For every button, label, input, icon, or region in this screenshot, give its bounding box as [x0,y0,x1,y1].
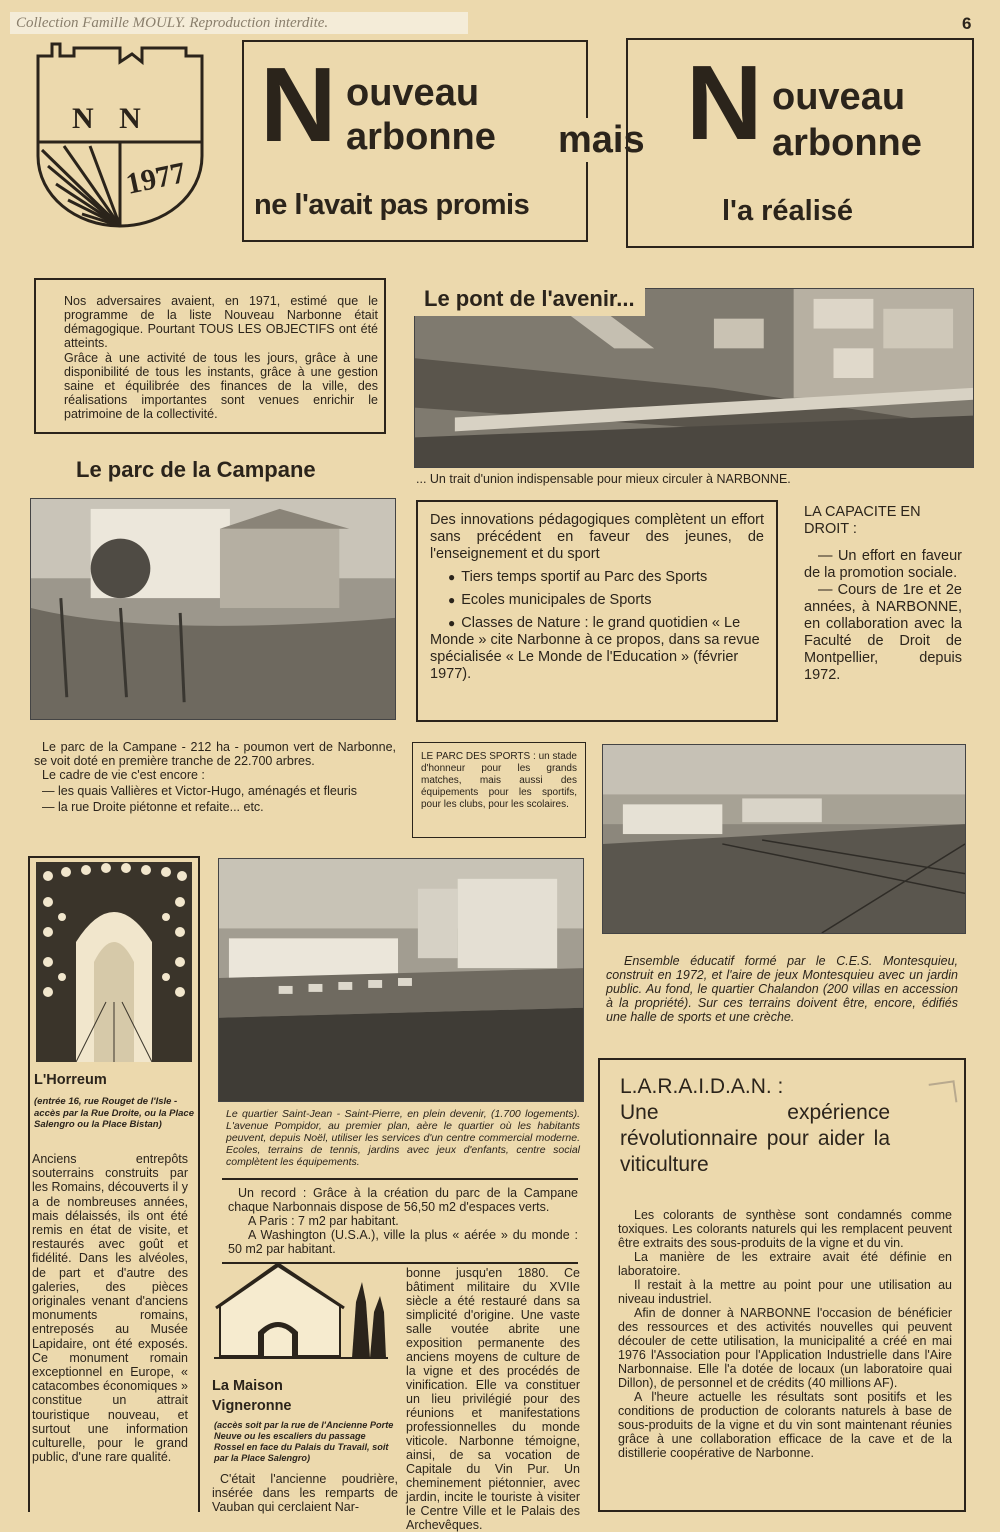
parc-sports-text: LE PARC DES SPORTS : un stade d'honneur pour les grands matches, mais aussi des équipements pour les sportifs, pour les clubs, pour les scolaires. [421,751,577,810]
capacite-paragraph-2: — Cours de 1re et 2e années, à NARBONNE, en collaboration avec la Faculté de Droit de Montpellier, depuis 1972. [804,582,962,683]
masthead-right-word2: arbonne [772,122,922,164]
laraidan-paragraph-5: A l'heure actuelle les résultats sont positifs et les conditions de production de colorants naturels à base de sous-produits de la vigne et du vin sont maintenant réunies grâce à une collaboration efficace de la cave et de la distillerie coopérative de Narbonne. [618,1390,952,1460]
campane-paragraph-2: Le cadre de vie c'est encore : [42,768,205,782]
pont-caption: ... Un trait d'union indispensable pour mieux circuler à NARBONNE. [416,472,791,486]
capacite-paragraph-1: — Un effort en faveur de la promotion sociale. [804,548,962,581]
masthead-left-word2: arbonne [346,116,496,158]
masthead-left-big-n: N [260,46,337,164]
maison-vigneronne-building-icon [214,1262,388,1364]
capacite-title: LA CAPACITE EN DROIT : [804,504,921,537]
innovations-list [430,569,764,683]
horreum-illustration [36,862,192,1062]
saint-jean-photo [218,858,584,1102]
saint-jean-caption: Le quartier Saint-Jean - Saint-Pierre, en plein devenir, (1.700 logements). L'avenue Pompidor, au premier plan, aère le quartier où les habitants peuvent, depuis Noël, utiliser les services d'un centre commercial moderne. Ecoles, terrains de tennis, jardins avec jeux d'enfants, centre social complètent les équipements. [226,1108,580,1168]
horreum-title: L'Horreum [34,1072,107,1088]
masthead-right-word1: ouveau [772,76,906,118]
masthead-right-big-n: N [686,44,763,162]
ces-caption: Ensemble éducatif formé par le C.E.S. Montesquieu, construit en 1972, et l'aire de jeux Montesquieu avec un jardin public. Au fond, le quartier Chalandon (200 villas en accession à la propriété). Sur ces terrains doivent être, encore, édifiés une halle de sports et une crèche. [606,954,958,1024]
record-paragraph-3: A Washington (U.S.A.), ville la plus « aérée » du monde : 50 m2 par habitant. [228,1228,578,1256]
laraidan-paragraph-2: La manière de les extraire avait été définie en laboratoire. [618,1250,952,1278]
page-number: 6 [962,14,972,33]
laraidan-paragraph-1: Les colorants de synthèse sont condamnés comme toxiques. Les colorants naturels qui les remplacent peuvent être extraits des sous-produits de la vigne et du vin. [618,1208,952,1250]
intro-paragraph-2: Grâce à une activité de tous les jours, grâce à une disponibilité de tous les instants, grâce à une gestion saine et équilibrée des finances de la ville, des réalisations importantes sont venues enrichir le patrimoine de la collectivité. [64,351,378,421]
laraidan-paragraph-4: Afin de donner à NARBONNE l'occasion de bénéficier des ressources et des activités nouvelles qui peuvent découler de cette utilisation, la municipalité a créé en mai 1976 l'Association pour l'Application Industrielle dans l'Aire Narbonnaise. Elle l'a dotée de locaux (un laboratoire quai Dillon), de personnel et de crédits (40 millions AF). [618,1306,952,1390]
logo-letters: N N [72,102,141,135]
campane-photo [30,498,396,720]
intro-paragraph-1: Nos adversaires avaient, en 1971, estimé que le programme de la liste Nouveau Narbonne était démagogique. Pourtant TOUS LES OBJECTIFS ont été atteints. [64,294,378,350]
maison-address: (accès soit par la rue de l'Ancienne Porte Neuve ou les escaliers du passage Rossel en face du Palais du Travail, soit par la Place Salengro) [214,1420,394,1463]
vaulted-gallery-icon [36,862,192,1062]
campane-text [34,740,396,814]
intro-box [34,278,386,434]
masthead-right-subtitle: l'a réalisé [722,195,854,227]
capacite-column [804,504,962,684]
masthead-right-box [626,38,974,248]
masthead-left-box [242,40,588,242]
maison-illustration [214,1262,388,1364]
stamp-icon [929,1080,958,1105]
innovations-item: ● Ecoles municipales de Sports [430,592,764,609]
logo [34,38,206,230]
laraidan-box [598,1058,966,1512]
pont-title: Le pont de l'avenir... [414,282,645,316]
innovations-item: ● Classes de Nature : le grand quotidien « Le Monde » cite Narbonne à ce propos, dans sa revue spécialisée « Le Monde de l'Education » (février 1977). [430,615,764,683]
innovations-item: ● Tiers temps sportif au Parc des Sports [430,569,764,586]
record-paragraph-2: A Paris : 7 m2 par habitant. [248,1214,399,1228]
maison-body-left: C'était l'ancienne poudrière, insérée dans les remparts de Vauban qui cerclaient Nar- [212,1472,398,1514]
masthead-left-word1: ouveau [346,72,480,114]
laraidan-title-1: L.A.R.A.I.D.A.N. : [620,1075,784,1098]
campane-paragraph-4: — la rue Droite piétonne et refaite... etc. [42,800,264,814]
innovations-box [416,500,778,722]
masthead-middle-word: mais [554,118,649,162]
laraidan-body [618,1208,952,1460]
record-box [222,1178,578,1264]
horreum-address: (entrée 16, rue Rouget de l'Isle - accès par la Rue Droite, ou la Place Salengro ou la Place Bistan) [34,1096,194,1130]
parc-sports-box [412,742,586,838]
laraidan-title-2: Une expérience révolutionnaire pour aider la viticulture [620,1101,890,1176]
ces-photo [602,744,966,934]
logo-year: 1977 [123,156,189,201]
record-paragraph-1: Un record : Grâce à la création du parc de la Campane chaque Narbonnais dispose de 56,50 m2 d'espaces verts. [228,1186,578,1214]
maison-title: La Maison Vigneronne [212,1378,292,1414]
watermark: Collection Famille MOULY. Reproduction interdite. [10,12,468,34]
masthead-left-subtitle: ne l'avait pas promis [254,189,530,221]
horreum-body: Anciens entrepôts souterrains construits par les Romains, découverts il y a de nombreuses années, mais délaissés, ils ont été remis en état de visite, et restaurés avec goût et fidélité. Dans les alvéoles, de part et d'autre des galeries, des pièces originales venant d'anciens monuments romains, entreposés au Musée Lapidaire, ont été exposés. Ce monument romain exceptionnel en Europe, « catacombes économiques » constitue un attrait touristique nouveau, et surtout une information culturelle, pour le grand public, d'une rare qualité. [32,1152,188,1465]
innovations-intro: Des innovations pédagogiques complètent un effort sans précédent en faveur des jeunes, de l'enseignement et du sport [430,512,764,562]
maison-body-right: bonne jusqu'en 1880. Ce bâtiment militaire du XVIIe siècle a été restauré dans sa simplicité d'origine. Une vaste salle voutée abrite une exposition permanente des anciens moyens de culture de la vigne et des procédés de vinification. Elle va constituer un lieu privilégié pour des réunions et manifestations professionnelles du monde viticole. Narbonne témoigne, ainsi, de sa vocation de Capitale du Vin Pur. Un cheminement piétonnier, avec jardin, incite le touriste à visiter le Centre Ville et le Palais des Archevêques. [406,1266,580,1532]
laraidan-paragraph-3: Il restait à la mettre au point pour une utilisation au niveau industriel. [618,1278,952,1306]
campane-paragraph-1: Le parc de la Campane - 212 ha - poumon vert de Narbonne, se voit doté en première tranche de 22.700 arbres. [34,740,396,768]
campane-paragraph-3: — les quais Vallières et Victor-Hugo, aménagés et fleuris [42,784,357,798]
campane-title: Le parc de la Campane [76,457,316,482]
